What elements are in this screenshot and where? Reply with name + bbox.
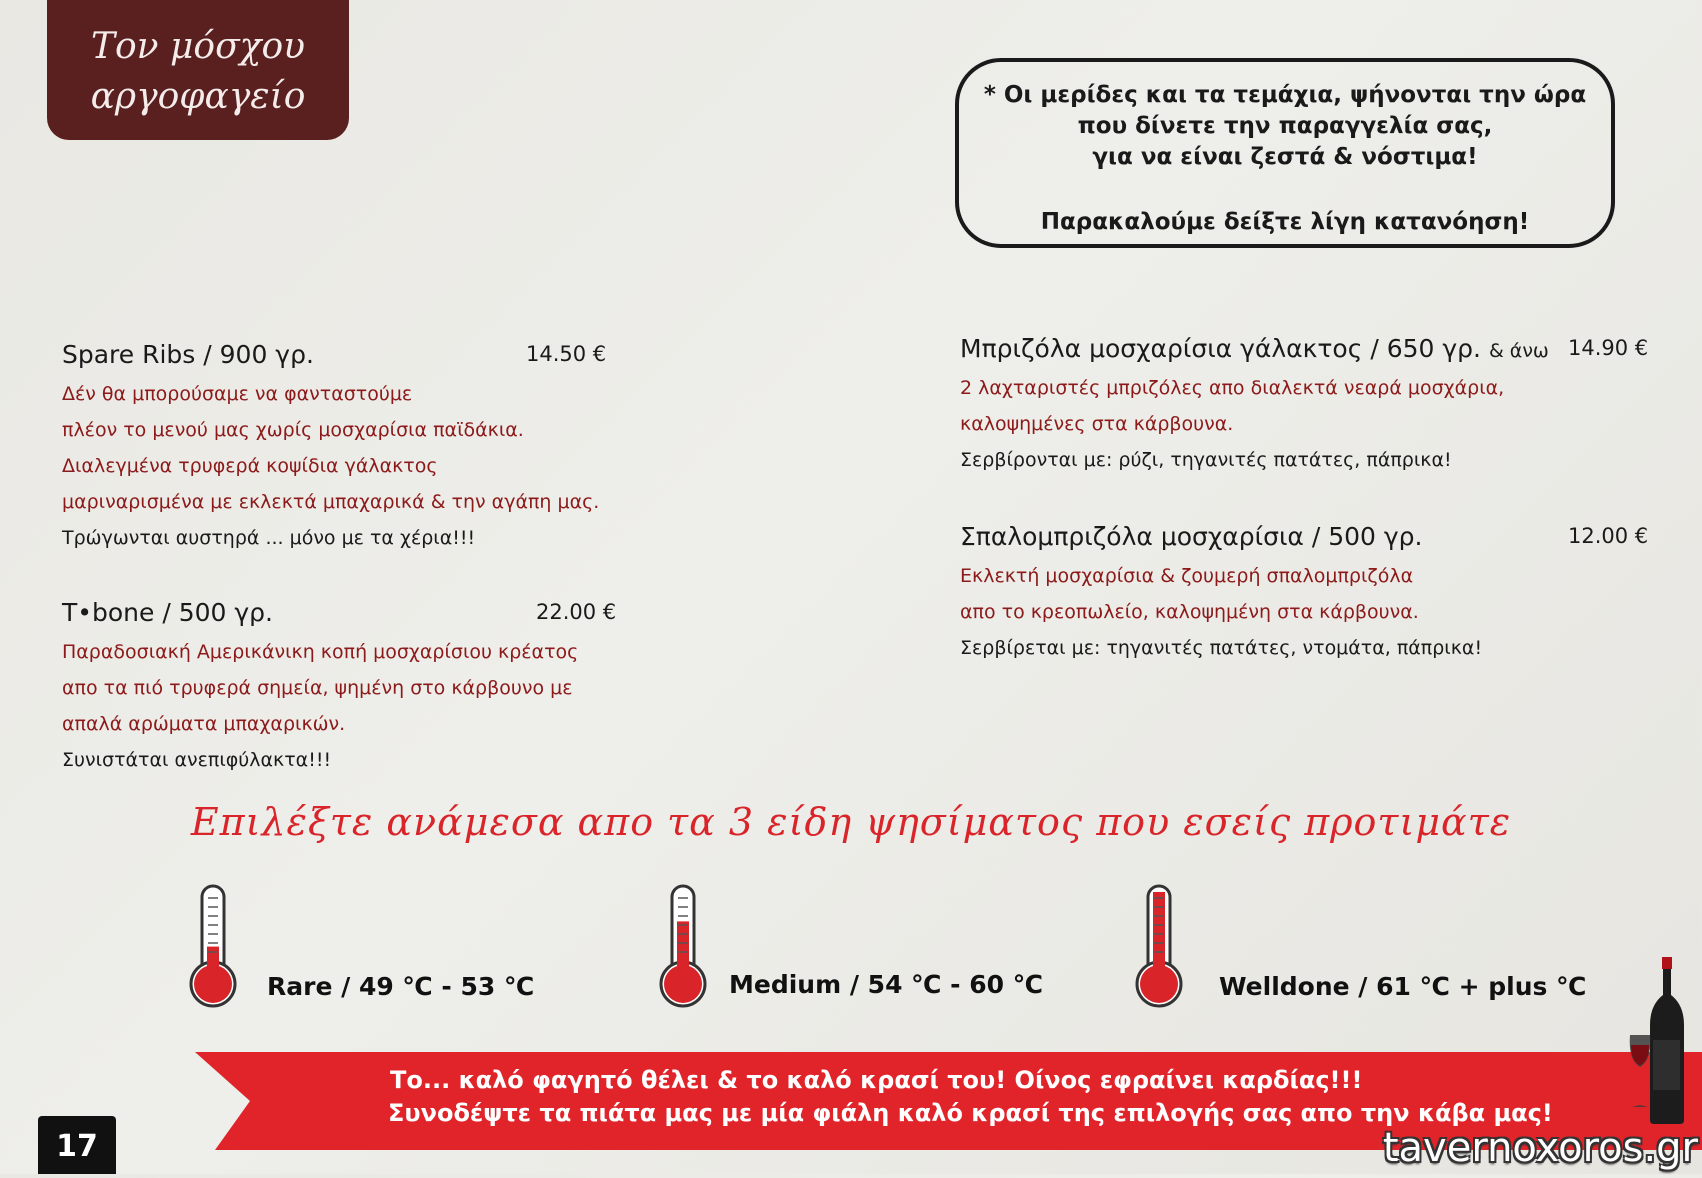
- doneness-label: Medium / 54 ℃ - 60 ℃: [729, 970, 1044, 999]
- banner-line-1: Το... καλό φαγητό θέλει & το καλό κρασί του! Οίνος εφραίνει καρδίας!!!: [390, 1066, 1363, 1094]
- site-watermark: tavernoxoros.gr: [1382, 1125, 1698, 1171]
- item-price: 14.90 €: [1568, 336, 1649, 360]
- item-name: T•bone / 500 γρ.: [62, 598, 273, 627]
- thermometer-icon: [1131, 880, 1187, 1010]
- item-name: Σπαλομπριζόλα μοσχαρίσια / 500 γρ.: [960, 522, 1423, 551]
- item-description: [960, 558, 1650, 666]
- desc-line: πλέον το μενού μας χωρίς μοσχαρίσια παϊδάκια.: [62, 419, 524, 441]
- desc-line: απο το κρεοπωλείο, καλοψημένη στα κάρβουνα.: [960, 601, 1419, 623]
- desc-line-closing: Τρώγωνται αυστηρά ... μόνο με τα χέρια!!!: [62, 527, 476, 549]
- grilling-notice: [955, 58, 1615, 248]
- menu-section-title: [47, 0, 349, 140]
- title-line-2: αργοφαγείο: [90, 76, 306, 117]
- doneness-label: Rare / 49 ℃ - 53 ℃: [267, 972, 535, 1001]
- menu-item-shoulder-steak: [960, 522, 1650, 666]
- wine-bottle-icon: [1628, 955, 1688, 1125]
- desc-line: Διαλεγμένα τρυφερά κοψίδια γάλακτος: [62, 455, 438, 477]
- item-description: [960, 370, 1650, 478]
- item-price: 22.00 €: [536, 600, 617, 624]
- item-qualifier: & άνω: [1488, 340, 1549, 362]
- thermometer-icon: [185, 880, 241, 1010]
- desc-line: Δέν θα μπορούσαμε να φανταστούμε: [62, 383, 413, 405]
- wine-banner-text: [250, 1064, 1570, 1130]
- item-name: [960, 334, 1549, 363]
- desc-line-closing: Σερβίρεται με: τηγανιτές πατάτες, ντομάτα, πάπρικα!: [960, 637, 1483, 659]
- menu-item-spare-ribs: [62, 340, 642, 556]
- notice-line-3: για να είναι ζεστά & νόστιμα!: [1092, 144, 1478, 170]
- doneness-label: Welldone / 61 ℃ + plus ℃: [1219, 972, 1587, 1001]
- desc-line: απο τα πιό τρυφερά σημεία, ψημένη στο κάρβουνο με: [62, 677, 573, 699]
- desc-line: Εκλεκτή μοσχαρίσια & ζουμερή σπαλομπριζόλα: [960, 565, 1414, 587]
- desc-line: 2 λαχταριστές μπριζόλες απο διαλεκτά νεαρά μοσχάρια,: [960, 377, 1505, 399]
- desc-line-closing: Συνιστάται ανεπιφύλακτα!!!: [62, 749, 332, 771]
- item-name-text: Μπριζόλα μοσχαρίσια γάλακτος / 650 γρ.: [960, 334, 1481, 363]
- notice-line-4: Παρακαλούμε δείξτε λίγη κατανόηση!: [1040, 209, 1530, 235]
- desc-line: απαλά αρώματα μπαχαρικών.: [62, 713, 346, 735]
- item-price: 14.50 €: [526, 342, 607, 366]
- desc-line: Παραδοσιακή Αμερικάνικη κοπή μοσχαρίσιου κρέατος: [62, 641, 579, 663]
- item-price: 12.00 €: [1568, 524, 1649, 548]
- desc-line: καλοψημένες στα κάρβουνα.: [960, 413, 1234, 435]
- thermometer-icon: [655, 880, 711, 1010]
- doneness-heading: Επιλέξτε ανάμεσα απο τα 3 είδη ψησίματος που εσείς προτιμάτε: [190, 800, 1512, 844]
- menu-item-veal-steak: [960, 334, 1650, 478]
- notice-line-2: που δίνετε την παραγγελία σας,: [1077, 113, 1493, 139]
- item-name: Spare Ribs / 900 γρ.: [62, 340, 314, 369]
- desc-line: μαριναρισμένα με εκλεκτά μπαχαρικά & την αγάπη μας.: [62, 491, 600, 513]
- item-description: [62, 634, 642, 778]
- notice-line-1: * Οι μερίδες και τα τεμάχια, ψήνονται την ώρα: [983, 82, 1587, 108]
- menu-item-t-bone: [62, 598, 642, 778]
- banner-line-2: Συνοδέψτε τα πιάτα μας με μία φιάλη καλό κρασί της επιλογής σας απο την κάβα μας!: [388, 1099, 1553, 1127]
- title-line-1: Τον μόσχου: [90, 26, 306, 67]
- desc-line-closing: Σερβίρονται με: ρύζι, τηγανιτές πατάτες, πάπρικα!: [960, 449, 1452, 471]
- item-description: [62, 376, 642, 556]
- page-number: 17: [38, 1116, 116, 1174]
